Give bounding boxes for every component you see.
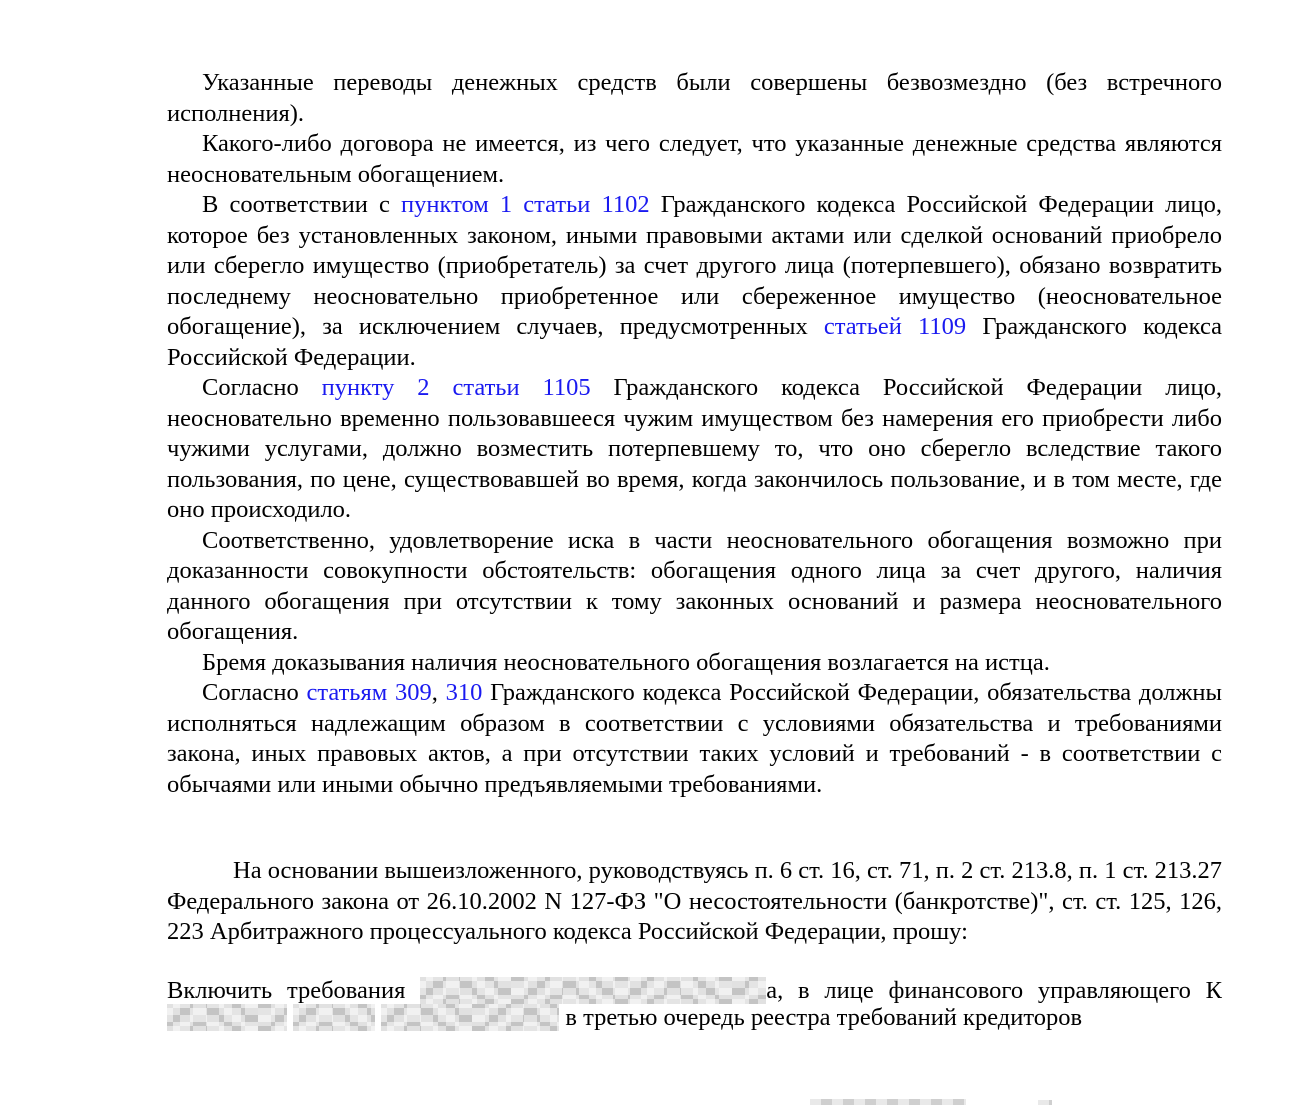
redacted-text [293, 1004, 375, 1031]
text-run: а, в лице финансового управляющего К [766, 976, 1222, 1004]
text-run: Гражданского кодекса Российской Федерации лицо, неосновательно временно пользовавшееся чужим имуществом без намерения его приобрести либо чужими услугами, должно возместить потерпевшему то, что оно сберегло вследствие такого пользования, по цене, существовавшей во время, когда закончилось пользование, и в том месте, где оно происходило. [167, 374, 1223, 523]
p-transfers-gratuitous [167, 68, 1222, 129]
legal-reference-link[interactable]: пунктом 1 статьи 1102 [401, 191, 650, 218]
text-run: Указанные переводы денежных средств были совершены безвозмездно (без встречного исполнения). [167, 69, 1222, 127]
text-run: Включить требования [167, 976, 421, 1004]
text-run: Гражданского кодекса Российской Федерации, обязательства должны исполняться надлежащим образом в соответствии с условиями обязательства и требованиями закона, иных правовых актов, а при отсутствии таких условий и требований - в соответствии с обычаями или иными обычно предъявляемыми требованиями. [167, 679, 1223, 798]
text-run: Бремя доказывания наличия неосновательного обогащения возлагается на истца. [202, 648, 1050, 676]
text-run: в третью очередь реестра требований кредиторов [559, 1003, 1083, 1031]
p-include-claim [167, 977, 1222, 1031]
p-gk-articles-309-310 [167, 678, 1222, 800]
text-run: Согласно [202, 679, 307, 706]
text-run: Гражданского кодекса Российской Федерации. [167, 313, 1222, 371]
p-burden-of-proof [167, 648, 1222, 679]
cutoff-next-line-artifact [1038, 1100, 1052, 1105]
legal-reference-link[interactable]: статьей 1109 [823, 313, 967, 340]
p-no-contract [167, 129, 1222, 190]
text-run: Согласно [202, 374, 322, 401]
legal-reference-link[interactable]: пункту 2 статьи 1105 [321, 374, 591, 401]
text-run: В соответствии с [202, 191, 402, 218]
p-legal-basis-request [167, 856, 1222, 948]
cutoff-next-line-artifact [810, 1099, 966, 1105]
redacted-text [420, 977, 766, 1004]
p-gk-article-1105 [167, 373, 1222, 526]
redacted-text [167, 1004, 287, 1031]
text-run: Гражданского кодекса Российской Федерации лицо, которое без установленных законом, иными правовыми актами или сделкой оснований приобрело или сберегло имущество (приобретатель) за счет другого лица (потерпевшего), обязано возвратить последнему неосновательно приобретенное или сбереженное имущество (неосновательное обогащение), за исключением случаев, предусмотренных [167, 191, 1222, 340]
p-gk-article-1102 [167, 190, 1222, 373]
text-run: Соответственно, удовлетворение иска в части неосновательного обогащения возможно при доказанности совокупности обстоятельств: обогащения одного лица за счет другого, наличия данного обогащения при отсутствии к тому законных оснований и размера неосновательного обогащения. [167, 526, 1222, 645]
legal-reference-link[interactable]: статьям 309 [306, 679, 432, 706]
text-run: Какого-либо договора не имеется, из чего следует, что указанные денежные средства являются неосновательным обогащением. [167, 130, 1222, 188]
p-claim-conditions [167, 526, 1222, 648]
redacted-text [381, 1004, 559, 1031]
legal-reference-link[interactable]: 310 [445, 679, 483, 706]
text-run: , [431, 679, 446, 706]
text-run: На основании вышеизложенного, руководствуясь п. 6 ст. 16, ст. 71, п. 2 ст. 213.8, п. 1 ст. 213.27 Федерального закона от 26.10.2002 N 127-ФЗ "О несостоятельности (банкротстве)", ст. ст. 125, 126, 223 Арбитражного процессуального кодекса Российской Федерации, прошу: [167, 857, 1222, 945]
